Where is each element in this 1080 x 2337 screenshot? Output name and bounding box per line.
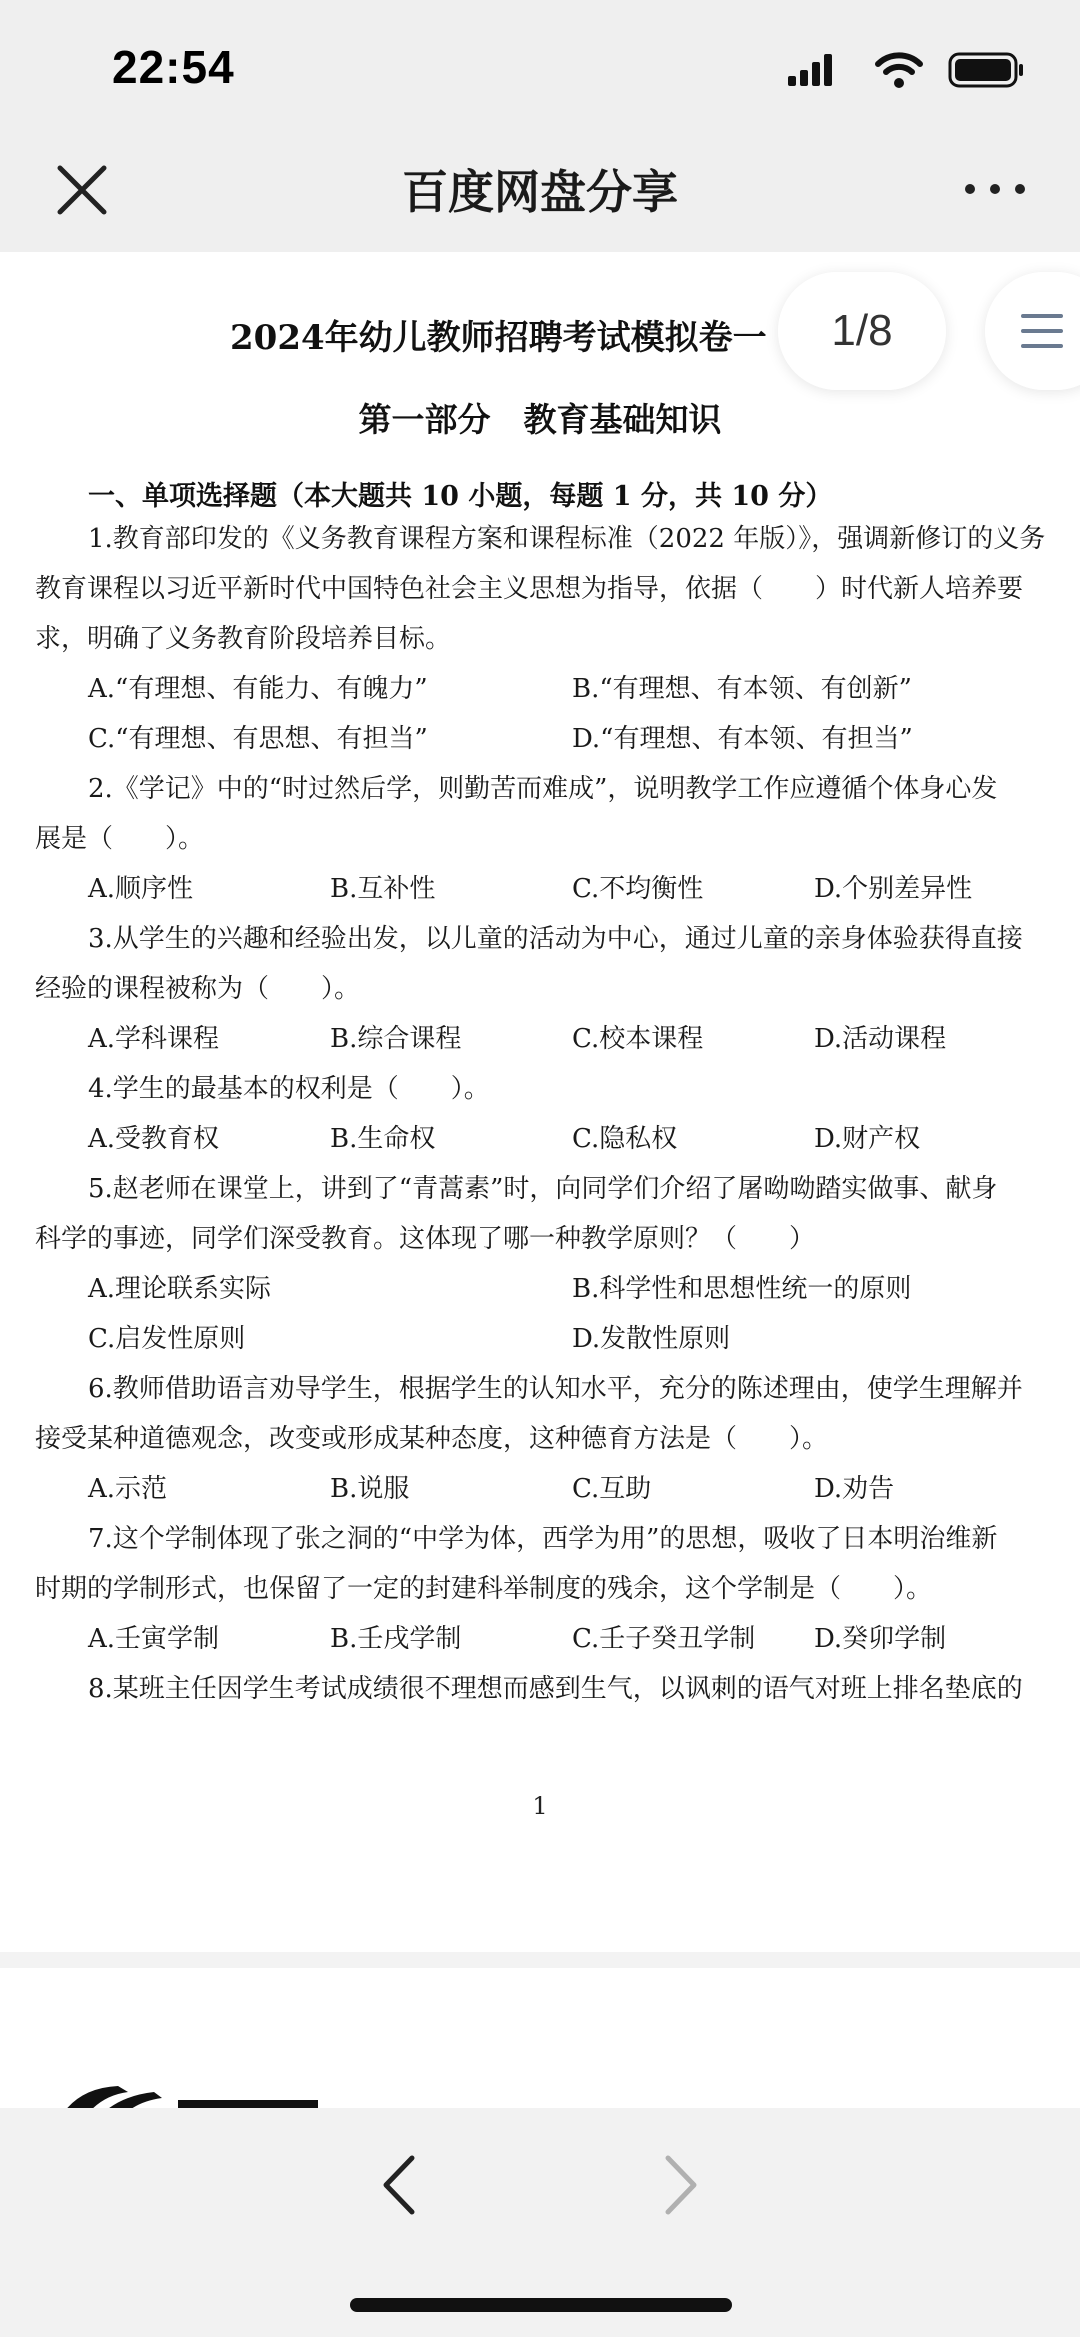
status-icons [788,50,1048,90]
answer-option: D.个别差异性 [814,874,973,904]
answer-option: D.劝告 [814,1474,895,1504]
answer-option: A.“有理想、有能力、有魄力” [88,674,428,704]
question-text: 3.从学生的兴趣和经验出发，以儿童的活动为中心，通过儿童的亲身体验获得直接 [88,924,1023,954]
question-text: 5.赵老师在课堂上，讲到了“青蒿素”时，向同学们介绍了屠呦呦踏实做事、献身 [88,1174,998,1204]
answer-option: B.科学性和思想性统一的原则 [572,1274,912,1304]
answer-option: A.受教育权 [88,1124,220,1154]
answer-option: A.理论联系实际 [88,1274,272,1304]
question-text: 2.《学记》中的“时过然后学，则勤苦而难成”，说明教学工作应遵循个体身心发 [88,774,998,804]
question-text: 展是（ ）。 [35,824,205,854]
document-title: 2024年幼儿教师招聘考试模拟卷一 [230,318,767,358]
question-text: 科学的事迹，同学们深受教育。这体现了哪一种教学原则？（ ） [35,1224,816,1254]
page-indicator: 1/8 [778,272,946,390]
answer-option: A.学科课程 [88,1024,220,1054]
answer-option: C.“有理想、有思想、有担当” [88,724,428,754]
answer-option: C.不均衡性 [572,874,704,904]
answer-option: B.壬戌学制 [330,1624,462,1654]
answer-option: D.“有理想、有本领、有担当” [572,724,913,754]
answer-option: B.综合课程 [330,1024,462,1054]
menu-icon [1021,312,1063,350]
chevron-left-icon[interactable] [370,2150,430,2220]
answer-option: A.壬寅学制 [88,1624,220,1654]
answer-option: B.说服 [330,1474,410,1504]
bottom-bar [0,2108,1080,2337]
home-indicator[interactable] [350,2298,732,2312]
wifi-icon [878,55,920,88]
answer-option: B.生命权 [330,1124,436,1154]
answer-option: C.启发性原则 [88,1324,246,1354]
answer-option: A.顺序性 [88,874,194,904]
question-text: 接受某种道德观念，改变或形成某种态度，这种德育方法是（ ）。 [35,1424,829,1454]
next-page-preview [0,1968,1080,2108]
status-time: 22:54 [112,41,235,93]
answer-option: C.校本课程 [572,1024,704,1054]
section-title: 第一部分 教育基础知识 [358,400,722,439]
question-text: 6.教师借助语言劝导学生，根据学生的认知水平，充分的陈述理由，使学生理解并 [88,1374,1023,1404]
chevron-right-icon[interactable] [650,2150,710,2220]
answer-option: D.癸卯学制 [814,1624,947,1654]
answer-option: C.隐私权 [572,1124,678,1154]
signal-icon [788,54,832,86]
answer-option: C.壬子癸丑学制 [572,1624,756,1654]
answer-option: D.发散性原则 [572,1324,731,1354]
answer-option: B.互补性 [330,874,436,904]
page-number: 1 [532,1792,548,1820]
answer-option: D.活动课程 [814,1024,947,1054]
question-section-heading: 一、单项选择题（本大题共 10 小题，每题 1 分，共 10 分） [88,481,833,512]
answer-option: A.示范 [88,1474,168,1504]
question-text: 经验的课程被称为（ ）。 [35,974,361,1004]
answer-option: B.“有理想、有本领、有创新” [572,674,912,704]
question-text: 时期的学制形式，也保留了一定的封建科举制度的残余，这个学制是（ ）。 [35,1574,933,1604]
document-page [0,252,1080,1952]
question-text: 8.某班主任因学生考试成绩很不理想而感到生气，以讽刺的语气对班上排名垫底的 [88,1674,1023,1704]
question-text: 4.学生的最基本的权利是（ ）。 [88,1074,490,1104]
publisher-logo-icon [58,2078,318,2108]
question-text: 求，明确了义务教育阶段培养目标。 [35,624,452,654]
status-bar [0,0,1080,130]
nav-bar [0,130,1080,252]
more-icon[interactable] [960,174,1030,204]
question-text: 1.教育部印发的《义务教育课程方案和课程标准（2022 年版）》，强调新修订的义务 [88,524,1046,554]
nav-title: 百度网盘分享 [402,165,678,219]
page-divider [0,1952,1080,1968]
battery-icon [950,54,1023,86]
question-text: 7.这个学制体现了张之洞的“中学为体，西学为用”的思想，吸收了日本明治维新 [88,1524,998,1554]
answer-option: D.财产权 [814,1124,921,1154]
answer-option: C.互助 [572,1474,652,1504]
question-text: 教育课程以习近平新时代中国特色社会主义思想为指导，依据（ ）时代新人培养要 [35,574,1024,604]
